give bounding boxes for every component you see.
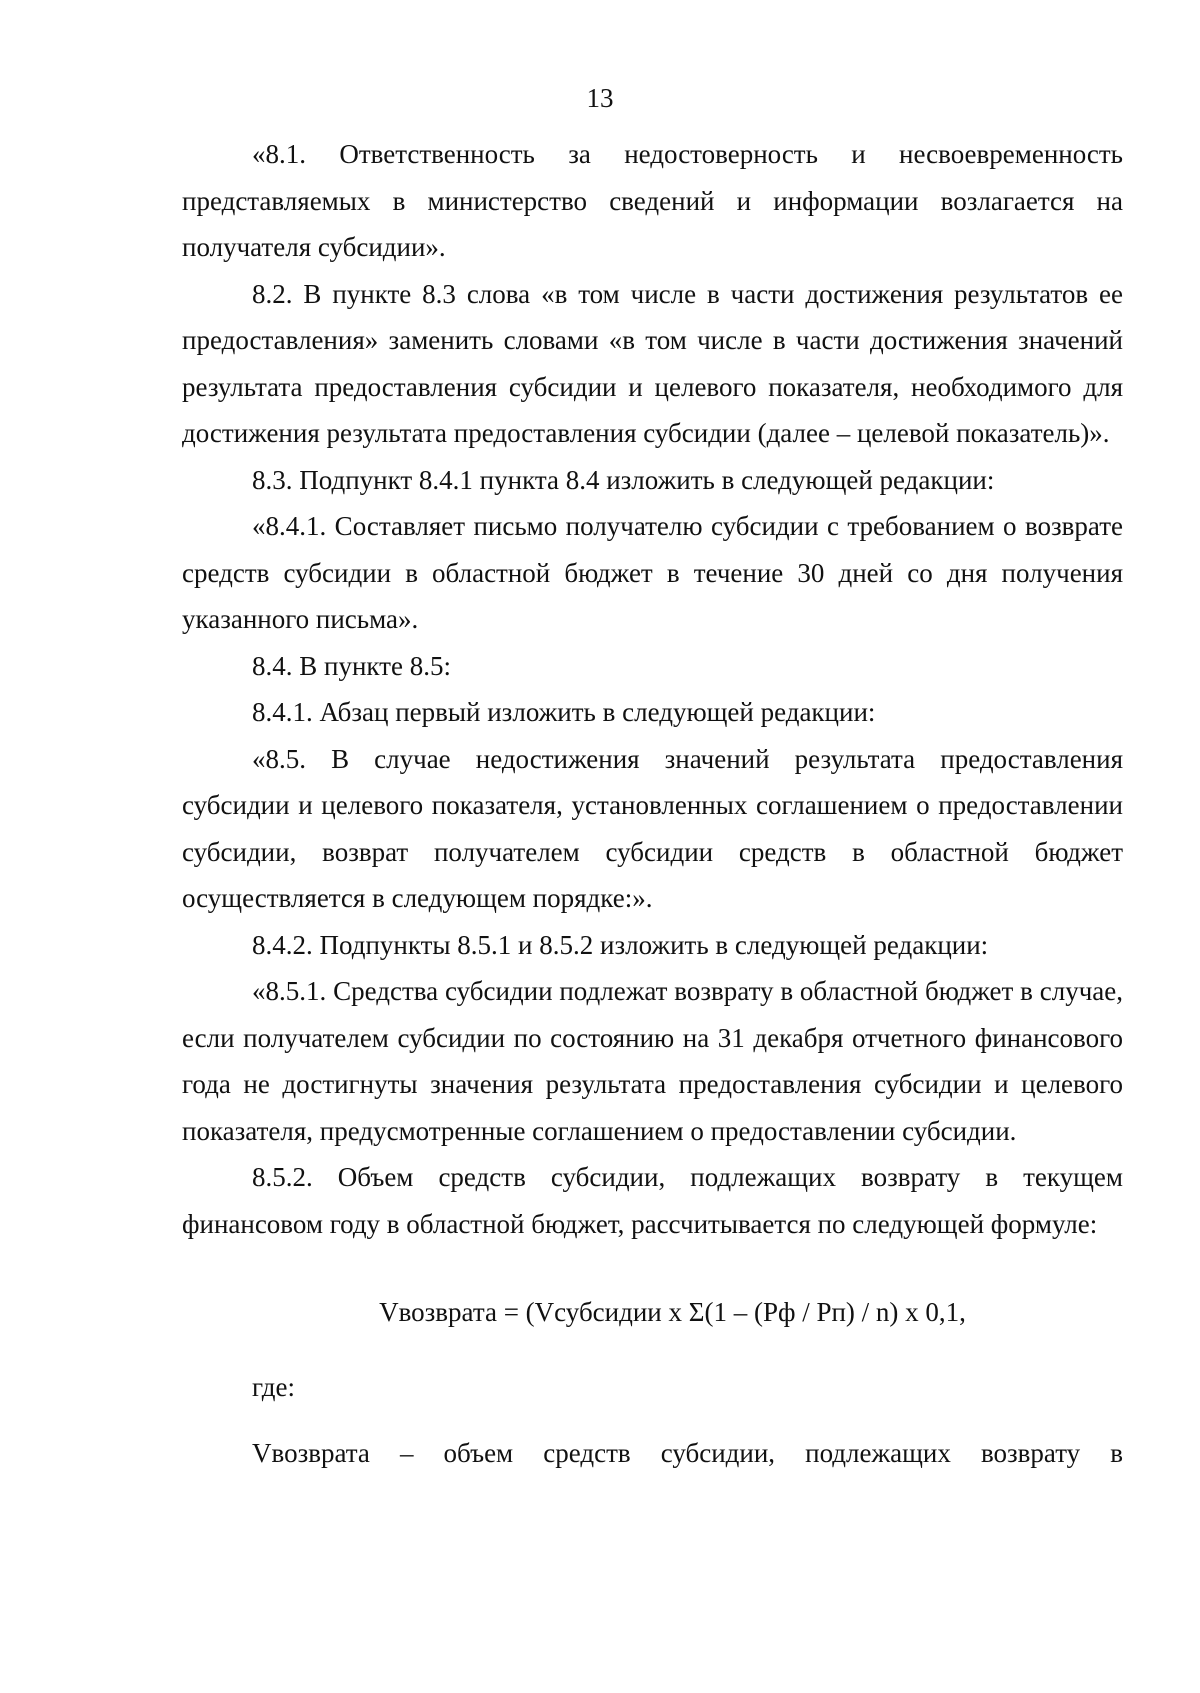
- paragraph-8-1: «8.1. Ответственность за недостоверность и несвоевременность представляемых в министерство сведений и информации возлагается на получателя субсидии».: [182, 139, 1123, 262]
- paragraph-8-3: 8.3. Подпункт 8.4.1 пункта 8.4 изложить в следующей редакции:: [252, 464, 995, 495]
- page-number: 13: [586, 83, 614, 113]
- refund-formula: Vвозврата = (Vсубсидии x Σ(1 – (Pф / Pп) / n) x 0,1,: [379, 1297, 966, 1327]
- paragraph-8-5-quote: «8.5. В случае недостижения значений результата предоставления субсидии и целевого показателя, установленных соглашением о предоставлении субсидии, возврат получателем субсидии средств в областной бюджет осуществляется в следующем порядке:».: [182, 743, 1123, 913]
- paragraph-8-5-1-quote: «8.5.1. Средства субсидии подлежат возврату в областной бюджет в случае, если получателем субсидии по состоянию на 31 декабря отчетного финансового года не достигнуты значения результата предоставления субсидии и целевого показателя, предусмотренные соглашением о предоставлении субсидии.: [182, 976, 1123, 1146]
- paragraph-8-4-1-quote: «8.4.1. Составляет письмо получателю субсидии с требованием о возврате средств субсидии в областной бюджет в течение 30 дней со дня получения указанного письма».: [182, 511, 1123, 634]
- paragraph-8-5-2: 8.5.2. Объем средств субсидии, подлежащих возврату в текущем финансовом году в областной бюджет, рассчитывается по следующей формуле:: [182, 1162, 1123, 1239]
- definition-line: Vвозврата – объем средств субсидии, подлежащих возврату в: [252, 1438, 1123, 1468]
- where-label: где:: [252, 1371, 295, 1402]
- paragraph-8-4-1: 8.4.1. Абзац первый изложить в следующей редакции:: [252, 697, 876, 727]
- paragraph-8-4: 8.4. В пункте 8.5:: [252, 650, 451, 681]
- paragraph-8-4-2: 8.4.2. Подпункты 8.5.1 и 8.5.2 изложить в следующей редакции:: [252, 929, 989, 960]
- document-body: [182, 131, 1123, 1477]
- paragraph-8-2: 8.2. В пункте 8.3 слова «в том числе в части достижения результатов ее предоставления» заменить словами «в том числе в части достижения значений результата предоставления субсидии и целевого показателя, необходимого для достижения результата предоставления субсидии (далее – целевой показатель)».: [182, 278, 1123, 448]
